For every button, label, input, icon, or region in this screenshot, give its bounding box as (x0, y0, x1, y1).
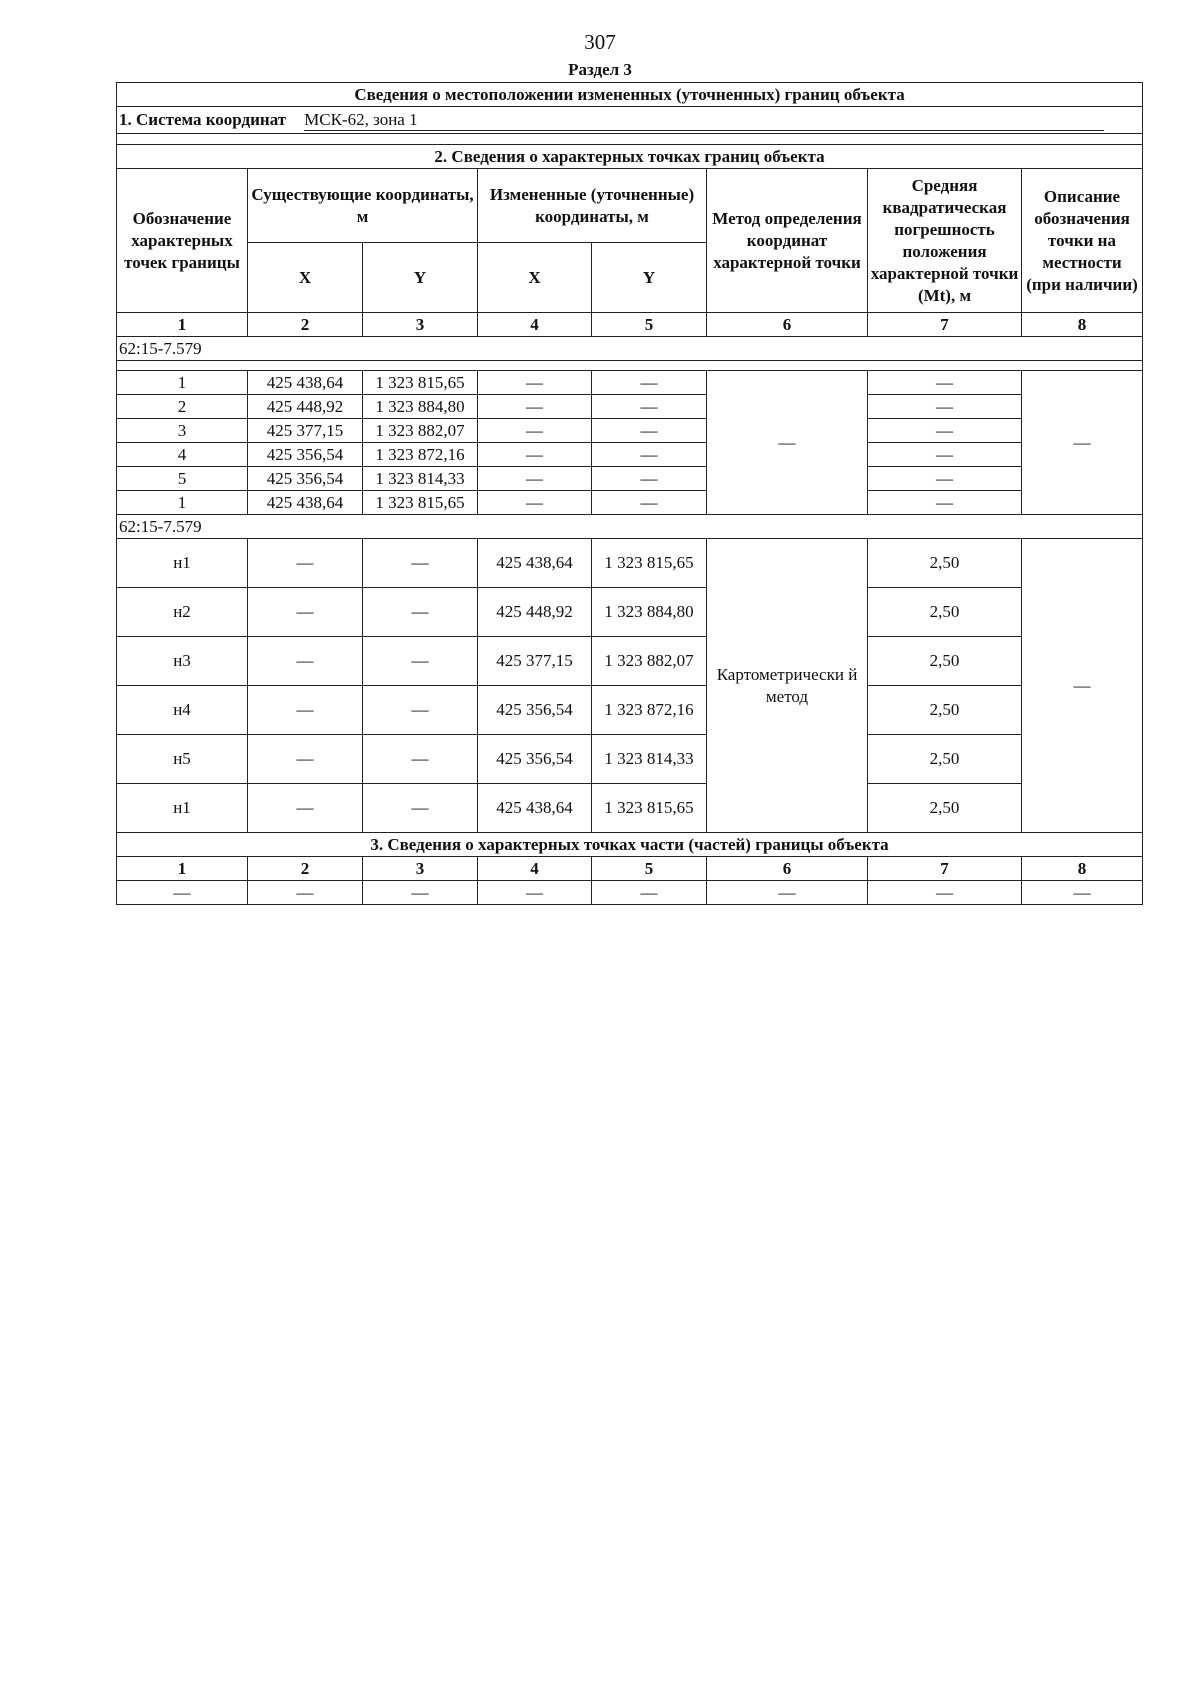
changed-y: — (592, 467, 707, 491)
accuracy: 2,50 (868, 735, 1022, 784)
table-row (117, 637, 1143, 686)
existing-x: 425 448,92 (248, 395, 363, 419)
changed-x: 425 356,54 (478, 735, 592, 784)
spacer (117, 134, 1143, 145)
table-row (117, 735, 1143, 784)
table-row (117, 443, 1143, 467)
changed-y: 1 323 815,65 (592, 539, 707, 588)
changed-y: — (592, 395, 707, 419)
coord-system-row (117, 107, 1143, 134)
accuracy: 2,50 (868, 784, 1022, 833)
col-number: 3 (363, 313, 478, 337)
accuracy: 2,50 (868, 588, 1022, 637)
changed-x: — (478, 467, 592, 491)
point-id: н1 (117, 784, 248, 833)
existing-x: 425 356,54 (248, 443, 363, 467)
changed-x: — (478, 443, 592, 467)
existing-y: — (363, 539, 478, 588)
existing-x: — (248, 588, 363, 637)
changed-y: — (592, 491, 707, 515)
accuracy: 2,50 (868, 686, 1022, 735)
existing-y: — (363, 588, 478, 637)
col-number: 5 (592, 857, 707, 881)
point-id: 2 (117, 395, 248, 419)
accuracy: — (868, 467, 1022, 491)
col-number: 2 (248, 313, 363, 337)
group2-description: — (1022, 539, 1143, 833)
changed-y: 1 323 814,33 (592, 735, 707, 784)
section3-cell: — (117, 881, 248, 905)
existing-y: — (363, 637, 478, 686)
section3-cell: — (363, 881, 478, 905)
section-title: Раздел 3 (568, 60, 632, 79)
table-row (117, 371, 1143, 395)
header-existing-y: Y (363, 243, 478, 313)
table-row (117, 539, 1143, 588)
header-changed-y: Y (592, 243, 707, 313)
accuracy: — (868, 443, 1022, 467)
header-point-designation: Обозначение характерных точек границы (117, 169, 248, 313)
existing-y: 1 323 884,80 (363, 395, 478, 419)
changed-y: 1 323 884,80 (592, 588, 707, 637)
table-row (117, 784, 1143, 833)
existing-x: 425 356,54 (248, 467, 363, 491)
point-id: 4 (117, 443, 248, 467)
accuracy: 2,50 (868, 637, 1022, 686)
existing-y: — (363, 686, 478, 735)
table-row (117, 881, 1143, 905)
changed-x: 425 438,64 (478, 784, 592, 833)
existing-y: 1 323 814,33 (363, 467, 478, 491)
changed-y: — (592, 419, 707, 443)
changed-y: 1 323 882,07 (592, 637, 707, 686)
coord-system-label: 1. Система координат (119, 110, 287, 129)
col-number: 6 (707, 313, 868, 337)
col-number: 6 (707, 857, 868, 881)
accuracy: — (868, 371, 1022, 395)
header-changed-coords: Измененные (уточненные) координаты, м (478, 169, 707, 243)
section3-cell: — (868, 881, 1022, 905)
changed-x: — (478, 491, 592, 515)
existing-x: — (248, 637, 363, 686)
header-method: Метод определения координат характерной точки (707, 169, 868, 313)
group1-method: — (707, 371, 868, 515)
col-number: 1 (117, 313, 248, 337)
section3-cell: — (592, 881, 707, 905)
point-id: н3 (117, 637, 248, 686)
table-title: Сведения о местоположении измененных (уточненных) границ объекта (117, 83, 1143, 107)
existing-y: 1 323 872,16 (363, 443, 478, 467)
header-changed-x: X (478, 243, 592, 313)
table-row (117, 686, 1143, 735)
col-number: 8 (1022, 857, 1143, 881)
accuracy: — (868, 491, 1022, 515)
existing-y: 1 323 882,07 (363, 419, 478, 443)
page-number: 307 (584, 30, 616, 54)
table-row (117, 491, 1143, 515)
changed-y: 1 323 815,65 (592, 784, 707, 833)
group1-description: — (1022, 371, 1143, 515)
point-id: 1 (117, 371, 248, 395)
col-number: 2 (248, 857, 363, 881)
header-existing-x: X (248, 243, 363, 313)
col-number: 8 (1022, 313, 1143, 337)
section3-cell: — (248, 881, 363, 905)
group2-cadastral: 62:15-7.579 (117, 515, 1143, 539)
section3-cell: — (707, 881, 868, 905)
col-number: 7 (868, 857, 1022, 881)
point-id: 3 (117, 419, 248, 443)
changed-x: — (478, 395, 592, 419)
col-number: 1 (117, 857, 248, 881)
changed-y: — (592, 371, 707, 395)
changed-x: 425 356,54 (478, 686, 592, 735)
table-row (117, 588, 1143, 637)
changed-x: 425 377,15 (478, 637, 592, 686)
col-number: 7 (868, 313, 1022, 337)
section2-title: 2. Сведения о характерных точках границ объекта (117, 145, 1143, 169)
header-existing-coords: Существующие координаты, м (248, 169, 478, 243)
changed-x: 425 448,92 (478, 588, 592, 637)
existing-x: 425 377,15 (248, 419, 363, 443)
accuracy: 2,50 (868, 539, 1022, 588)
table-row (117, 467, 1143, 491)
section3-title: 3. Сведения о характерных точках части (частей) границы объекта (117, 833, 1143, 857)
col-number: 4 (478, 857, 592, 881)
coord-system-value: МСК-62, зона 1 (304, 110, 1104, 131)
existing-x: — (248, 735, 363, 784)
point-id: н4 (117, 686, 248, 735)
changed-x: — (478, 371, 592, 395)
col-number: 5 (592, 313, 707, 337)
section3-cell: — (1022, 881, 1143, 905)
group2-method: Картометрически й метод (707, 539, 868, 833)
existing-x: — (248, 784, 363, 833)
accuracy: — (868, 419, 1022, 443)
existing-x: 425 438,64 (248, 371, 363, 395)
header-accuracy: Средняя квадратическая погрешность положения характерной точки (Mt), м (868, 169, 1022, 313)
point-id: 1 (117, 491, 248, 515)
point-id: 5 (117, 467, 248, 491)
group1-cadastral: 62:15-7.579 (117, 337, 1143, 361)
col-number: 4 (478, 313, 592, 337)
existing-x: — (248, 539, 363, 588)
existing-y: 1 323 815,65 (363, 491, 478, 515)
accuracy: — (868, 395, 1022, 419)
point-id: н2 (117, 588, 248, 637)
spacer (117, 361, 1143, 371)
table-row (117, 395, 1143, 419)
table-row (117, 419, 1143, 443)
changed-x: — (478, 419, 592, 443)
point-id: н5 (117, 735, 248, 784)
col-number: 3 (363, 857, 478, 881)
section3-cell: — (478, 881, 592, 905)
boundary-table (116, 82, 1143, 905)
changed-y: 1 323 872,16 (592, 686, 707, 735)
existing-x: 425 438,64 (248, 491, 363, 515)
changed-x: 425 438,64 (478, 539, 592, 588)
changed-y: — (592, 443, 707, 467)
existing-y: — (363, 784, 478, 833)
existing-y: — (363, 735, 478, 784)
header-description: Описание обозначения точки на местности (при наличии) (1022, 169, 1143, 313)
existing-y: 1 323 815,65 (363, 371, 478, 395)
existing-x: — (248, 686, 363, 735)
point-id: н1 (117, 539, 248, 588)
